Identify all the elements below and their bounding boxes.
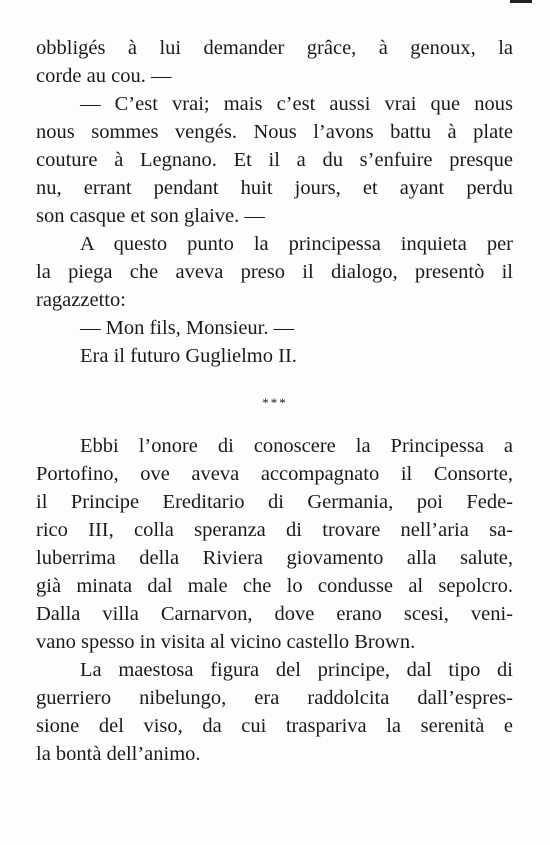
text-line: la piega che aveva preso il dialogo, presentò il	[36, 261, 513, 283]
page-corner-mark	[510, 0, 532, 3]
text-line: nous sommes vengés. Nous l’avons battu à plate	[36, 121, 513, 143]
text-line: corde au cou. —	[36, 65, 172, 87]
section-separator: ***	[262, 395, 288, 410]
text-line: la bontà dell’animo.	[36, 743, 201, 765]
text-line: La maestosa figura del principe, dal tipo di	[80, 659, 513, 681]
text-line: son casque et son glaive. —	[36, 205, 265, 227]
text-line: — Mon fils, Monsieur. —	[80, 317, 295, 339]
text-line: guerriero nibelungo, era raddolcita dall’espres-	[36, 687, 513, 709]
text-line: luberrima della Riviera giovamento alla salute,	[36, 547, 513, 569]
text-line: vano spesso in visita al vicino castello Brown.	[36, 631, 416, 653]
text-line: rico III, colla speranza di trovare nell’aria sa-	[36, 519, 513, 541]
text-line: Ebbi l’onore di conoscere la Principessa a	[80, 435, 513, 457]
text-line: già minata dal male che lo condusse al sepolcro.	[36, 575, 513, 597]
text-line: A questo punto la principessa inquieta per	[80, 233, 513, 255]
text-line: il Principe Ereditario di Germania, poi Fede-	[36, 491, 513, 513]
text-line: — C’est vrai; mais c’est aussi vrai que nous	[80, 93, 513, 115]
text-line: Dalla villa Carnarvon, dove erano scesi, veni-	[36, 603, 513, 625]
text-line: obbligés à lui demander grâce, à genoux, la	[36, 37, 513, 59]
text-line: nu, errant pendant huit jours, et ayant perdu	[36, 177, 513, 199]
text-line: sione del viso, da cui traspariva la serenità e	[36, 715, 513, 737]
text-line: couture à Legnano. Et il a du s’enfuire presque	[36, 149, 513, 171]
text-line: Portofino, ove aveva accompagnato il Consorte,	[36, 463, 513, 485]
text-line: ragazzetto:	[36, 289, 126, 311]
text-line: Era il futuro Guglielmo II.	[80, 345, 297, 367]
